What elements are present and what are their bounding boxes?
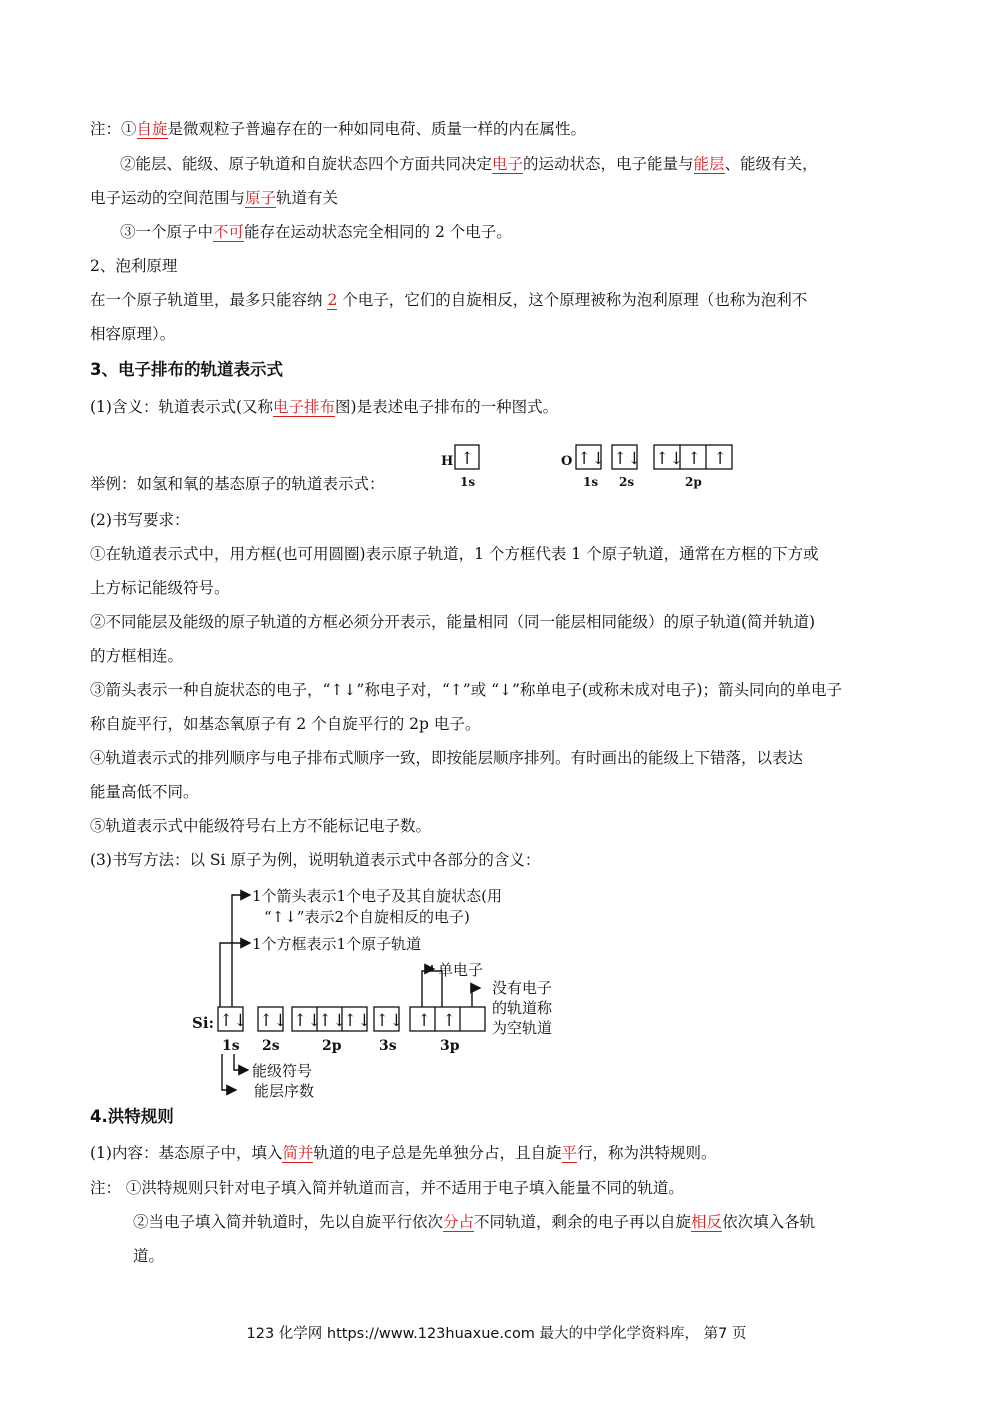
arrow-pair: ↑↓ [577, 449, 606, 469]
req-3-line-2: 称自旋平行，如基态氧原子有 2 个自旋平行的 2p 电子。 [90, 715, 481, 733]
arrow-up: ↑ [460, 449, 475, 469]
svg-text:1s: 1s [583, 475, 599, 489]
si-orbital-diagram [190, 880, 590, 1102]
svg-text:的轨道称: 的轨道称 [492, 999, 553, 1017]
section-4-title: 4.洪特规则 [90, 1107, 174, 1126]
svg-text:H: H [441, 454, 454, 469]
req-4-line-1: ④轨道表示式的排列顺序与电子排布式顺序一致，即按能层顺序排列。有时画出的能级上下错落，以表达 [90, 749, 804, 767]
fill-blank: 2 [327, 291, 338, 309]
arrow-pair: ↑↓ [293, 1011, 322, 1031]
hund-note-2-line-2: 道。 [133, 1247, 165, 1265]
pauli-line-2: 相容原理）。 [90, 325, 176, 343]
req-1-line-1: ①在轨道表示式中，用方框(也可用圆圈)表示原子轨道，1 个方框代表 1 个原子轨道，通常在方框的下方或 [90, 545, 819, 563]
fill-blank: 不可 [213, 223, 245, 241]
hund-note-2-line-1: ②当电子填入简并轨道时，先以自旋平行依次分占不同轨道，剩余的电子再以自旋相反依次填入各轨 [133, 1213, 816, 1231]
svg-text:能级符号: 能级符号 [252, 1062, 313, 1080]
arrow-up: ↑ [713, 449, 728, 469]
fill-blank: 能层 [693, 155, 725, 173]
arrow-pair: ↑↓ [259, 1011, 288, 1031]
svg-text:没有电子: 没有电子 [492, 979, 553, 997]
method-line: (3)书写方法：以 Si 原子为例，说明轨道表示式中各部分的含义： [90, 851, 541, 869]
pauli-line-1: 在一个原子轨道里，最多只能容纳 2 个电子，它们的自旋相反，这个原理被称为泡利原理（也称为泡利不 [90, 291, 808, 309]
note-2-line-2: 电子运动的空间范围与原子轨道有关 [90, 189, 339, 207]
arrow-pair: ↑↓ [318, 1011, 347, 1031]
fill-blank: 电子 [492, 155, 524, 173]
svg-text:3s: 3s [379, 1038, 397, 1054]
note-1: 注：①自旋是微观粒子普遍存在的一种如同电荷、质量一样的内在属性。 [90, 120, 587, 138]
svg-text:单电子: 单电子 [438, 961, 484, 979]
req-3-line-1: ③箭头表示一种自旋状态的电子，“↑↓”称电子对，“↑”或 “↓”称单电子(或称未成对电子)；箭头同向的单电子 [90, 681, 843, 699]
h-o-orbital-diagram [435, 438, 745, 496]
svg-text:Si:: Si: [192, 1014, 215, 1032]
svg-text:2s: 2s [619, 475, 635, 489]
req-4-line-2: 能量高低不同。 [90, 783, 199, 801]
fill-blank: 电子排布 [273, 398, 336, 416]
arrow-up: ↑ [687, 449, 702, 469]
svg-text:1个方框表示1个原子轨道: 1个方框表示1个原子轨道 [252, 935, 422, 953]
arrow-pair: ↑↓ [375, 1011, 404, 1031]
svg-text:“↑↓”表示2个自旋相反的电子): “↑↓”表示2个自旋相反的电子) [264, 908, 470, 926]
arrow-pair: ↑↓ [219, 1011, 248, 1031]
svg-text:3p: 3p [440, 1038, 460, 1054]
fill-blank: 自旋 [136, 120, 168, 138]
svg-text:能层序数: 能层序数 [254, 1082, 315, 1100]
svg-text:为空轨道: 为空轨道 [492, 1019, 553, 1037]
fill-blank: 简并 [282, 1144, 314, 1162]
svg-text:1s: 1s [222, 1038, 240, 1054]
fill-blank: 分占 [443, 1213, 475, 1231]
svg-text:O: O [561, 454, 573, 469]
svg-text:2p: 2p [322, 1038, 342, 1054]
hund-note-1: 注： ①洪特规则只针对电子填入简并轨道而言，并不适用于电子填入能量不同的轨道。 [90, 1179, 684, 1197]
hund-content: (1)内容：基态原子中，填入简并轨道的电子总是先单独分占，且自旋平行，称为洪特规则。 [90, 1144, 717, 1162]
svg-text:1个箭头表示1个电子及其自旋状态(用: 1个箭头表示1个电子及其自旋状态(用 [252, 887, 502, 905]
requirements-title: (2)书写要求： [90, 511, 190, 529]
arrow-up: ↑ [417, 1011, 432, 1031]
arrow-up: ↑ [442, 1011, 457, 1031]
fill-blank: 相反 [691, 1213, 723, 1231]
arrow-pair: ↑↓ [655, 449, 684, 469]
arrow-pair: ↑↓ [613, 449, 642, 469]
svg-text:2p: 2p [685, 475, 702, 489]
arrow-pair: ↑↓ [343, 1011, 372, 1031]
note-2-line-1: ②能层、能级、原子轨道和自旋状态四个方面共同决定电子的运动状态，电子能量与能层、能级有关， [120, 155, 818, 173]
example-line: 举例：如氢和氧的基态原子的轨道表示式： [90, 475, 385, 493]
svg-text:1s: 1s [460, 475, 476, 489]
page-footer: 123 化学网 https://www.123huaxue.com 最大的中学化学资料库， 第7 页 [246, 1326, 747, 1342]
svg-text:2s: 2s [262, 1038, 280, 1054]
fill-blank: 平 [561, 1144, 578, 1162]
req-2-line-1: ②不同能层及能级的原子轨道的方框必须分开表示，能量相同（同一能层相同能级）的原子轨道(简并轨道) [90, 613, 816, 631]
meaning-line: (1)含义：轨道表示式(又称电子排布图)是表述电子排布的一种图式。 [90, 398, 559, 416]
section-3-title: 3、电子排布的轨道表示式 [90, 360, 283, 379]
fill-blank: 原子 [245, 189, 277, 207]
note-3: ③一个原子中不可能存在运动状态完全相同的 2 个电子。 [120, 223, 512, 241]
pauli-title: 2、泡利原理 [90, 257, 178, 275]
req-2-line-2: 的方框相连。 [90, 647, 184, 665]
req-1-line-2: 上方标记能级符号。 [90, 579, 230, 597]
req-5: ⑤轨道表示式中能级符号右上方不能标记电子数。 [90, 817, 432, 835]
